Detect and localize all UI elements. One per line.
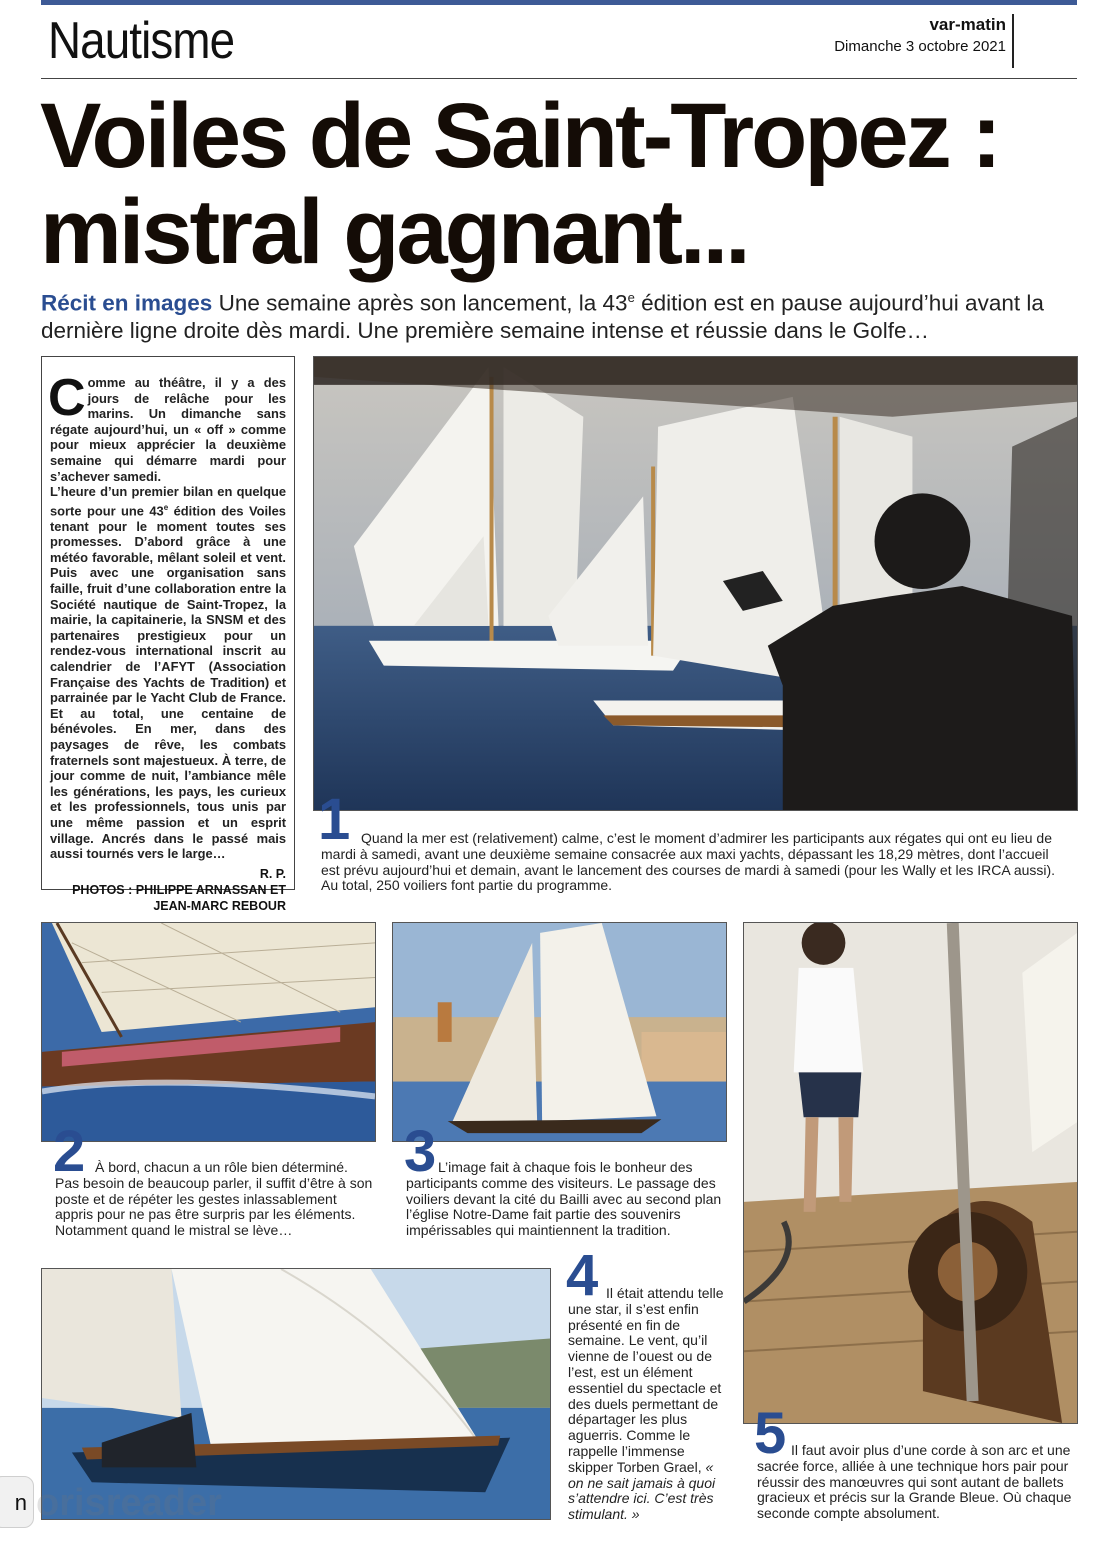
photo-2-crew	[41, 922, 376, 1142]
caption-number-1: 1	[318, 787, 349, 852]
caption-number-2: 2	[53, 1119, 84, 1184]
caption-4	[568, 1286, 728, 1523]
sidebar-text-2b: édition des Voiles tenant pour le moment toutes ses promesses. D’abord grâce à une météo favorable, mêlant soleil et vent. Puis avec une organisation sans faille, fruit d’une collaboration entre la Société nautique de Saint-Tropez, la mairie, la capitainerie, la SNSM et des partenaires prestigieux pour un rendez-vous international inscrit au calendrier de l’AFYT (Association Française des Yachts de Tradition) et parrainée par le Yacht Club de France. Et au total, une centaine de bénévoles. En mer, dans des paysages de rêve, les combats fraternels sont majestueux. À terre, de jour comme de nuit, l’ambiance mêle les générations, les pays, les curieux et les professionnels, tous unis par une même passion et un esprit village. Ancrés dans le passé mais aussi tournés vers le large…	[50, 503, 286, 862]
caption-number-3: 3	[404, 1119, 435, 1184]
photo-credits-line-1: PHOTOS : PHILIPPE ARNASSAN ET	[72, 882, 286, 897]
caption-3: L’image fait à chaque fois le bonheur des participants comme des visiteurs. Le passage des voiliers devant la cité du Bailli avec au second plan l’église Notre-Dame fait partie des souvenirs impérissables qui maintiennent la tradition.	[406, 1159, 722, 1239]
caption-2: À bord, chacun a un rôle bien déterminé. Pas besoin de beaucoup parler, il suffit d’être à son poste et de répéter les gestes inlassablement appris pour ne pas être surpris par les éléments. Notamment quand le mistral se lève…	[55, 1159, 373, 1239]
author-signature: R. P.	[259, 866, 286, 881]
top-color-bar	[41, 0, 1077, 5]
photo-2-image	[42, 923, 375, 1141]
drop-cap: C	[48, 369, 86, 427]
photo-3-image	[393, 923, 726, 1141]
sidebar-paragraph-2	[50, 484, 286, 862]
photo-5-image	[744, 923, 1077, 1423]
masthead	[834, 14, 1014, 68]
headline	[40, 85, 1090, 283]
caption-5: Il faut avoir plus d’une corde à son arc et une sacrée force, alliée à une technique hors pair pour réussir des manœuvres qui sont autant de ballets gracieux et précis sur la Grande Bleue. Où chaque seconde compte absolument.	[757, 1442, 1072, 1522]
sidebar-paragraph-1	[48, 369, 286, 484]
reader-watermark: orisreader	[36, 1482, 222, 1524]
standfirst	[41, 284, 1081, 344]
standfirst-text-1: Une semaine après son lancement, la 43	[212, 290, 628, 316]
publication-date: Dimanche 3 octobre 2021	[834, 38, 1006, 55]
standfirst-superscript: e	[627, 290, 635, 305]
sidebar-superscript: e	[163, 502, 169, 512]
photo-1-image	[314, 357, 1077, 810]
headline-line-2: mistral gagnant...	[40, 181, 748, 283]
standfirst-text-2: édition est en pause aujourd’hui avant la dernière ligne droite dès mardi. Une première semaine intense et réussie dans le Golfe…	[41, 290, 1044, 343]
section-title: Nautisme	[48, 12, 235, 70]
reader-side-tab[interactable]: n	[0, 1476, 34, 1528]
caption-number-4: 4	[566, 1243, 597, 1308]
sidebar-text-2a: L’heure d’un premier bilan en quelque sorte pour une 43	[50, 484, 286, 519]
headline-line-1: Voiles de Saint-Tropez :	[40, 85, 999, 187]
sidebar-text-1: omme au théâtre, il y a des jours de relâche pour les marins. Un dimanche sans régate aujourd’hui, un « off » comme pour mieux apprécier la deuxième semaine qui démarre mardi pour s’achever samedi.	[50, 375, 286, 484]
caption-number-5: 5	[754, 1401, 785, 1466]
newspaper-brand: var-matin	[929, 15, 1006, 34]
caption-4-quote: « on ne sait jamais à quoi s’attendre ici. C’est très stimulant. »	[568, 1458, 716, 1523]
sidebar-article	[41, 356, 295, 913]
caption-1: Quand la mer est (relativement) calme, c’est le moment d’admirer les participants aux régates qui ont eu lieu de mardi à samedi, avant une deuxième semaine consacrée aux maxi yachts, dépassant les 18,29 mètres, dont l’accueil est prévu aujourd’hui et demain, avant le lancement des courses de mardi à samedi (pour les Wally et les IRCA aussi). Au total, 250 voiliers font partie du programme.	[321, 830, 1056, 894]
caption-4-text: Il était attendu telle une star, il s’est enfin présenté en fin de semaine. Le vent, qu’il vienne de l’ouest ou de l’est, est un élément essentiel du spectacle et des duels permettant de départager les plus aguerris. Comme le rappelle l’immense skipper Torben Grael,	[568, 1285, 724, 1475]
header-rule	[41, 78, 1077, 79]
photo-credits-line-2: JEAN-MARC REBOUR	[153, 898, 286, 913]
photo-5-winch	[743, 922, 1078, 1424]
standfirst-kicker: Récit en images	[41, 290, 213, 316]
photo-1-regatta	[313, 356, 1078, 811]
photo-3-saint-tropez	[392, 922, 727, 1142]
